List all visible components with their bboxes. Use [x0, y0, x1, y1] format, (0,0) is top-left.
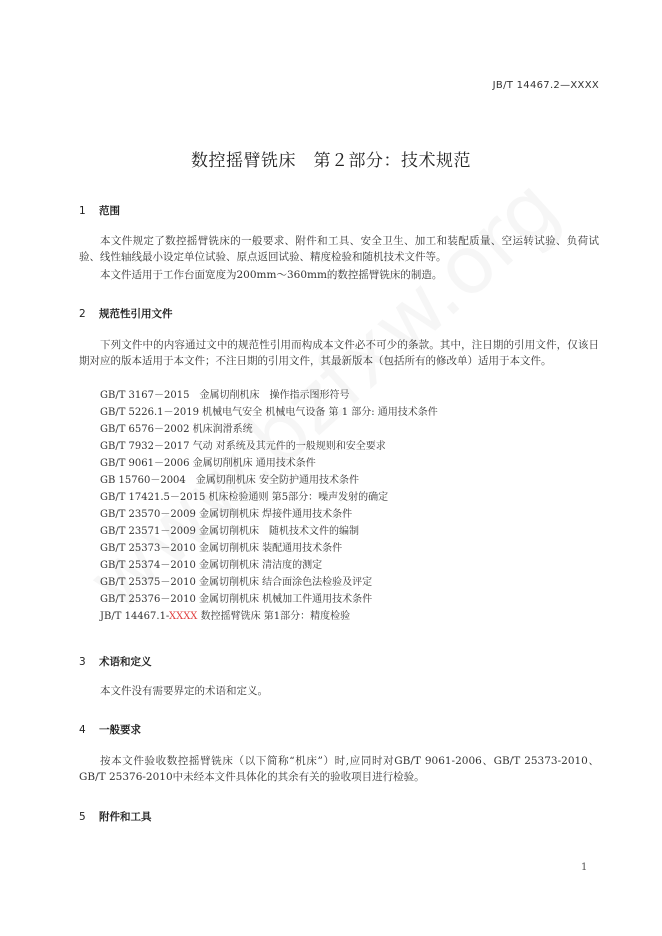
references-intro: 下列文件中的内容通过文中的规范性引用而构成本文件必不可少的条款。其中，注日期的引用文件，仅该日期对应的版本适用于本文件；不注日期的引用文件，其最新版本（包括所有的修改单）适用于本文件。: [79, 339, 599, 367]
section-number: 4: [79, 724, 86, 736]
section-3-heading: [79, 654, 152, 669]
section-number: 5: [79, 811, 86, 823]
section-title: 术语和定义: [99, 656, 152, 668]
page-number: 1: [581, 862, 588, 873]
section-number: 1: [79, 205, 86, 217]
section-title: 范围: [99, 205, 120, 217]
reference-item: GB 15760－2004 金属切削机床 安全防护通用技术条件: [100, 475, 359, 486]
page-title: 数控摇臂铣床 第２部分：技术规范: [191, 151, 471, 171]
reference-item: GB/T 9061－2006 金属切削机床 通用技术条件: [100, 458, 316, 469]
reference-item: GB/T 25375－2010 金属切削机床 结合面涂色法检验及评定: [100, 577, 373, 588]
reference-item: GB/T 3167－2015 金属切削机床 操作指示图形符号: [100, 390, 350, 401]
reference-code-prefix: JB/T 14467.1-: [100, 611, 169, 622]
reference-item: GB/T 5226.1－2019 机械电气安全 机械电气设备 第 1 部分: 通用技术条件: [100, 407, 438, 418]
terms-paragraph: 本文件没有需要界定的术语和定义。: [100, 685, 268, 697]
reference-item: GB/T 25373－2010 金属切削机床 装配通用技术条件: [100, 543, 343, 554]
reference-item: GB/T 7932－2017 气动 对系统及其元件的一般规则和安全要求: [100, 441, 386, 452]
reference-code-placeholder: XXXX: [168, 611, 198, 622]
section-4-heading: [79, 722, 141, 737]
reference-item-jb: [100, 608, 350, 625]
reference-item: GB/T 23571－2009 金属切削机床 随机技术文件的编制: [100, 526, 359, 537]
section-title: 附件和工具: [99, 811, 152, 823]
section-2-heading: [79, 306, 173, 321]
section-number: 2: [79, 308, 86, 320]
reference-item: GB/T 23570－2009 金属切削机床 焊接件通用技术条件: [100, 509, 353, 520]
scope-paragraph-1: 本文件规定了数控摇臂铣床的一般要求、附件和工具、安全卫生、加工和装配质量、空运转试验、负荷试验、线性轴线最小设定单位试验、原点返回试验、精度检验和随机技术文件等。: [79, 235, 599, 263]
scope-paragraph-2: 本文件适用于工作台面宽度为200mm～360mm的数控摇臂铣床的制造。: [100, 269, 443, 281]
reference-title: 数控摇臂铣床 第1部分：精度检验: [197, 611, 351, 622]
section-1-heading: [79, 203, 120, 218]
reference-item: GB/T 17421.5－2015 机床检验通则 第5部分：噪声发射的确定: [100, 492, 389, 503]
reference-item: GB/T 6576－2002 机床润滑系统: [100, 424, 253, 435]
section-number: 3: [79, 656, 86, 668]
reference-item: GB/T 25376－2010 金属切削机床 机械加工件通用技术条件: [100, 594, 373, 605]
section-title: 一般要求: [99, 724, 141, 736]
standard-code: JB/T 14467.2—XXXX: [492, 80, 599, 91]
reference-item: GB/T 25374－2010 金属切削机床 清洁度的测定: [100, 560, 323, 571]
section-title: 规范性引用文件: [99, 308, 173, 320]
general-requirements-paragraph: 按本文件验收数控摇臂铣床（以下简称“机床”）时,应同时对GB/T 9061-2006、GB/T 25373-2010、GB/T 25376-2010中未经本文件具体化的其余有关的验收项目进行检验。: [79, 755, 599, 783]
section-5-heading: [79, 809, 152, 824]
